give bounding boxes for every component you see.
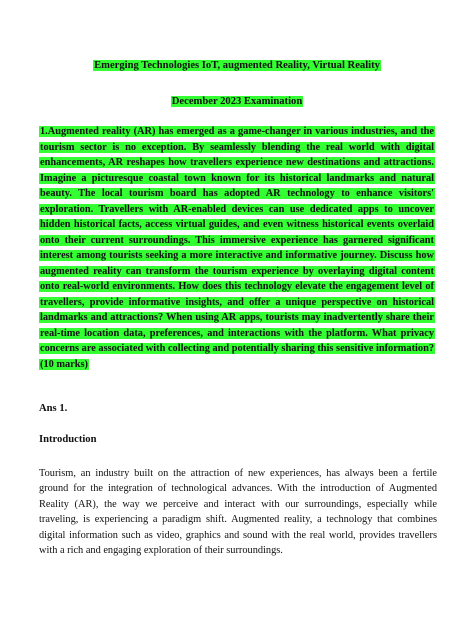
document-subtitle [0,95,474,108]
answer-heading: Ans 1. [39,403,68,414]
subtitle-highlight: December 2023 Examination [171,96,303,107]
question-paragraph [39,124,435,372]
document-title [0,59,474,72]
introduction-heading: Introduction [39,434,97,445]
title-highlight: Emerging Technologies IoT, augmented Reality, Virtual Reality [94,60,380,71]
question-text: 1.Augmented reality (AR) has emerged as a game-changer in various industries, and the tourism sector is no exception. By seamlessly blending the real world with digital enhancements, AR reshapes how travellers experience new destinations and attractions. Imagine a picturesque coastal town known for its historical landmarks and natural beauty. The local tourism board has adopted AR technology to enhance visitors' exploration. Travellers with AR-enabled devices can use dedicated apps to uncover hidden historical facts, access virtual guides, and even witness historical events overlaid onto their current surroundings. This immersive experience has garnered significant interest among tourists seeking a more interactive and informative journey. Discuss how augmented reality can transform the tourism experience by overlaying digital content onto real-world environments. How does this technology elevate the engagement level of travellers, provide informative insights, and offer a unique perspective on historical landmarks and attractions? When using AR apps, tourists may inadvertently share their real-time location data, preferences, and interactions with the platform. What privacy concerns are associated with collecting and potentially sharing this sensitive information? (10 marks) [40,126,435,370]
introduction-paragraph: Tourism, an industry built on the attraction of new experiences, has always been a fertile ground for the integration of technological advances. With the introduction of Augmented Reality (AR), the way we perceive and interact with our surroundings, especially while traveling, is experiencing a paradigm shift. Augmented reality, a technology that combines digital information such as video, graphics and sound with the real world, provides travellers with a rich and engaging exploration of their surroundings. [39,468,437,557]
